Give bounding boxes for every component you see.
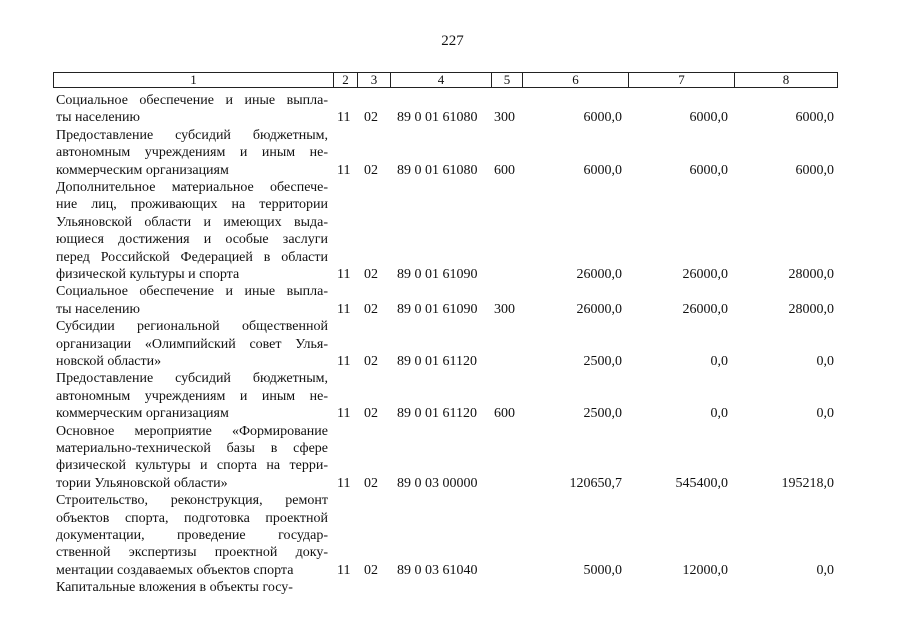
vr-cell: 600 [494, 162, 515, 178]
row-description [56, 127, 328, 179]
description-line: ты населению [56, 110, 140, 126]
row-description [56, 423, 328, 493]
podrazdel-cell: 02 [364, 267, 378, 282]
description-line: Предоставление субсидий бюджетным, [56, 371, 328, 387]
description-line: документации, проведение государ- [56, 528, 328, 543]
description-line: физической культуры и спорта на терри- [56, 458, 328, 474]
value-col-6: 26000,0 [576, 301, 622, 317]
csr-cell: 89 0 01 61090 [397, 267, 478, 282]
value-col-8: 0,0 [816, 354, 834, 369]
value-col-7: 26000,0 [682, 267, 728, 282]
header-col-4: 4 [437, 72, 445, 87]
value-col-8: 28000,0 [788, 267, 834, 282]
value-col-7: 6000,0 [689, 110, 728, 126]
description-line: материально-технической базы в сфере [56, 441, 328, 456]
value-col-7: 0,0 [710, 406, 728, 422]
page-number: 227 [441, 33, 464, 49]
podrazdel-cell: 02 [364, 475, 378, 491]
description-line: тории Ульяновской области» [56, 475, 228, 491]
value-col-8: 195218,0 [781, 475, 834, 491]
row-description [56, 92, 328, 127]
razdel-cell: 11 [337, 354, 351, 369]
description-line: автономным учреждениям и иным не- [56, 388, 328, 404]
description-line: организации «Олимпийский совет Улья- [56, 336, 328, 352]
description-line: перед Российской Федерацией в области [56, 249, 328, 265]
description-line: ты населению [56, 301, 140, 317]
description-line: ментации создаваемых объектов спорта [56, 562, 294, 578]
razdel-cell: 11 [337, 301, 351, 317]
vr-cell: 300 [494, 301, 515, 317]
csr-cell: 89 0 01 61080 [397, 162, 478, 178]
row-description [56, 179, 328, 283]
description-line: Социальное обеспечение и иные выпла- [56, 93, 328, 108]
description-line: ственной экспертизы проектной доку- [56, 545, 328, 561]
table-header [53, 72, 838, 88]
value-col-6: 6000,0 [583, 110, 622, 126]
header-col-8: 8 [782, 72, 790, 87]
csr-cell: 89 0 01 61080 [397, 110, 478, 126]
csr-cell: 89 0 01 61120 [397, 406, 477, 422]
row-description [56, 318, 328, 370]
row-description [56, 579, 328, 596]
value-col-7: 12000,0 [682, 562, 728, 578]
razdel-cell: 11 [337, 267, 351, 282]
value-col-6: 2500,0 [583, 354, 622, 369]
header-col-6: 6 [572, 72, 579, 87]
description-line: Социальное обеспечение и иные выпла- [56, 284, 328, 300]
value-col-7: 0,0 [710, 354, 728, 369]
description-line: Капитальные вложения в объекты госу- [56, 580, 293, 596]
description-line: коммерческим организациям [56, 162, 229, 178]
value-col-6: 2500,0 [583, 406, 622, 422]
value-col-8: 0,0 [816, 406, 834, 422]
podrazdel-cell: 02 [364, 406, 378, 422]
description-line: Ульяновской области и имеющих выда- [56, 214, 328, 230]
description-line: ющиеся достижения и особые заслуги [56, 232, 328, 248]
description-line: коммерческим организациям [56, 406, 229, 422]
value-col-6: 6000,0 [583, 162, 622, 178]
header-col-2: 2 [342, 72, 349, 87]
podrazdel-cell: 02 [364, 162, 378, 178]
description-line: Предоставление субсидий бюджетным, [56, 127, 328, 143]
razdel-cell: 11 [337, 162, 351, 178]
value-col-7: 545400,0 [675, 475, 728, 491]
header-col-5: 5 [503, 72, 511, 87]
description-line: новской области» [56, 354, 162, 369]
razdel-cell: 11 [337, 475, 351, 491]
podrazdel-cell: 02 [364, 562, 378, 578]
value-col-7: 6000,0 [689, 162, 728, 178]
row-description [56, 283, 328, 318]
razdel-cell: 11 [337, 406, 351, 422]
razdel-cell: 11 [337, 110, 351, 126]
header-col-7: 7 [678, 72, 685, 87]
description-line: Субсидии региональной общественной [56, 319, 328, 335]
csr-cell: 89 0 03 00000 [397, 475, 478, 491]
podrazdel-cell: 02 [364, 354, 378, 369]
header-col-1: 1 [190, 72, 197, 87]
description-line: физической культуры и спорта [56, 267, 240, 283]
description-line: Основное мероприятие «Формирование [56, 423, 328, 439]
podrazdel-cell: 02 [364, 301, 378, 317]
csr-cell: 89 0 01 61090 [397, 301, 478, 317]
value-col-8: 6000,0 [795, 162, 834, 178]
description-line: Строительство, реконструкция, ремонт [56, 493, 328, 509]
value-col-8: 28000,0 [788, 301, 834, 317]
description-line: автономным учреждениям и иным не- [56, 145, 328, 161]
vr-cell: 600 [494, 406, 515, 422]
value-col-6: 5000,0 [583, 562, 622, 578]
csr-cell: 89 0 01 61120 [397, 354, 477, 369]
csr-cell: 89 0 03 61040 [397, 562, 478, 578]
value-col-6: 26000,0 [576, 267, 622, 282]
value-col-6: 120650,7 [569, 475, 622, 491]
description-line: ние лиц, проживающих на территории [56, 197, 328, 213]
header-col-3: 3 [370, 72, 378, 87]
description-line: объектов спорта, подготовка проектной [56, 510, 328, 526]
razdel-cell: 11 [337, 562, 351, 578]
description-line: Дополнительное материальное обеспече- [56, 180, 328, 195]
row-description [56, 492, 328, 579]
row-description [56, 370, 328, 422]
vr-cell: 300 [494, 110, 515, 126]
value-col-8: 0,0 [816, 562, 834, 578]
value-col-8: 6000,0 [795, 110, 834, 126]
value-col-7: 26000,0 [682, 301, 728, 317]
podrazdel-cell: 02 [364, 110, 378, 126]
